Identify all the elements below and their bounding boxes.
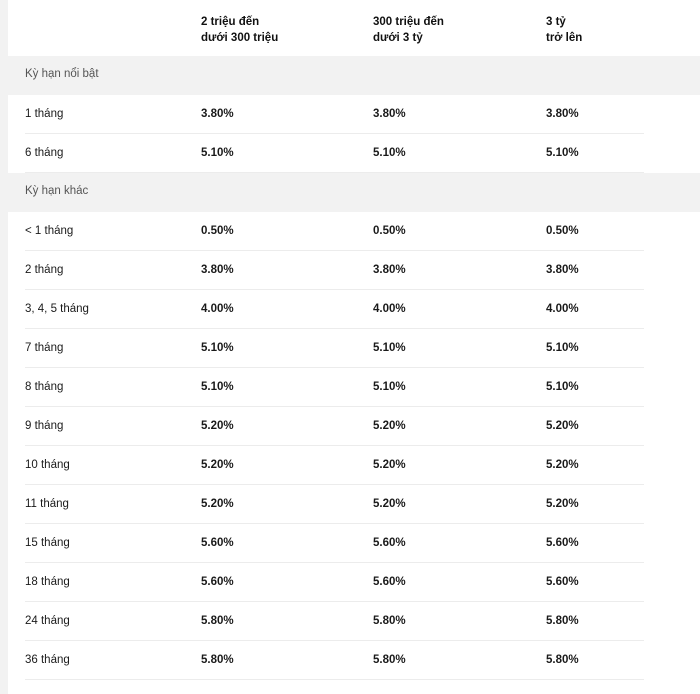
rate-cell-2m-300m: 3.80% [201, 264, 234, 276]
rate-cell-2m-300m: 5.60% [201, 576, 234, 588]
table-row [8, 251, 700, 290]
rate-cell-3b-plus: 0.50% [546, 225, 579, 237]
table-header [8, 0, 700, 56]
rate-cell-2m-300m: 5.10% [201, 342, 234, 354]
rate-cell-300m-3b: 5.10% [373, 381, 406, 393]
table-row [8, 563, 700, 602]
rate-cell-3b-plus: 5.80% [546, 654, 579, 666]
rate-cell-2m-300m: 5.60% [201, 537, 234, 549]
rate-cell-2m-300m: 5.80% [201, 615, 234, 627]
term-cell: 11 tháng [25, 498, 69, 510]
term-cell: 9 tháng [25, 420, 64, 432]
rate-cell-3b-plus: 5.80% [546, 615, 579, 627]
rate-cell-300m-3b: 0.50% [373, 225, 406, 237]
rate-cell-300m-3b: 5.20% [373, 498, 406, 510]
term-cell: 1 tháng [25, 108, 64, 120]
rate-cell-300m-3b: 5.60% [373, 576, 406, 588]
term-cell: < 1 tháng [25, 225, 74, 237]
rate-cell-300m-3b: 5.20% [373, 420, 406, 432]
table-row [8, 446, 700, 485]
term-cell: 36 tháng [25, 654, 70, 666]
header-col-300m-3b-line-2: dưới 3 tỷ [373, 32, 423, 44]
rate-cell-2m-300m: 5.80% [201, 654, 234, 666]
header-col-300m-3b-line-1: 300 triệu đến [373, 16, 444, 28]
table-row [8, 641, 700, 680]
rate-cell-2m-300m: 5.20% [201, 498, 234, 510]
rate-cell-300m-3b: 5.80% [373, 654, 406, 666]
table-row [8, 212, 700, 251]
section-header [8, 56, 700, 95]
term-cell: 10 tháng [25, 459, 70, 471]
rate-cell-300m-3b: 5.20% [373, 459, 406, 471]
rate-cell-2m-300m: 5.20% [201, 459, 234, 471]
rate-cell-300m-3b: 3.80% [373, 264, 406, 276]
rate-cell-2m-300m: 5.10% [201, 147, 234, 159]
term-cell: 3, 4, 5 tháng [25, 303, 89, 315]
term-cell: 18 tháng [25, 576, 70, 588]
rate-cell-3b-plus: 5.60% [546, 537, 579, 549]
rate-cell-2m-300m: 5.20% [201, 420, 234, 432]
rate-cell-3b-plus: 3.80% [546, 264, 579, 276]
term-cell: 7 tháng [25, 342, 64, 354]
term-cell: 2 tháng [25, 264, 64, 276]
rate-cell-3b-plus: 5.20% [546, 459, 579, 471]
header-col-2m-300m-line-2: dưới 300 triệu [201, 32, 279, 44]
rate-cell-3b-plus: 3.80% [546, 108, 579, 120]
term-cell: 8 tháng [25, 381, 64, 393]
rate-cell-2m-300m: 3.80% [201, 108, 234, 120]
rate-cell-3b-plus: 5.20% [546, 420, 579, 432]
table-row [8, 134, 700, 173]
table-row [8, 524, 700, 563]
table-row [8, 602, 700, 641]
section-header [8, 173, 700, 212]
interest-rate-table [8, 0, 700, 694]
header-col-3b-plus-line-1: 3 tỷ [546, 16, 566, 28]
header-col-3b-plus [546, 14, 582, 46]
rate-cell-300m-3b: 3.80% [373, 108, 406, 120]
rate-cell-300m-3b: 5.60% [373, 537, 406, 549]
rate-cell-3b-plus: 5.10% [546, 342, 579, 354]
header-col-2m-300m-line-1: 2 triệu đến [201, 16, 260, 28]
rate-cell-2m-300m: 4.00% [201, 303, 234, 315]
rate-cell-300m-3b: 5.80% [373, 615, 406, 627]
section-title: Kỳ hạn khác [25, 185, 89, 197]
rate-cell-300m-3b: 5.10% [373, 342, 406, 354]
table-row [8, 485, 700, 524]
rate-cell-3b-plus: 4.00% [546, 303, 579, 315]
table-row [8, 407, 700, 446]
rate-cell-2m-300m: 5.10% [201, 381, 234, 393]
table-row [8, 368, 700, 407]
header-col-2m-300m [201, 14, 278, 46]
header-col-3b-plus-line-2: trở lên [546, 32, 583, 44]
header-col-300m-3b [373, 14, 444, 46]
rate-cell-3b-plus: 5.60% [546, 576, 579, 588]
rate-cell-300m-3b: 4.00% [373, 303, 406, 315]
term-cell: 6 tháng [25, 147, 64, 159]
table-row [8, 329, 700, 368]
rate-cell-3b-plus: 5.10% [546, 381, 579, 393]
table-row [8, 95, 700, 134]
rate-cell-2m-300m: 0.50% [201, 225, 234, 237]
table-row [8, 290, 700, 329]
rate-cell-3b-plus: 5.10% [546, 147, 579, 159]
rate-cell-300m-3b: 5.10% [373, 147, 406, 159]
rate-cell-3b-plus: 5.20% [546, 498, 579, 510]
table-body [8, 56, 700, 680]
term-cell: 24 tháng [25, 615, 70, 627]
section-title: Kỳ hạn nổi bật [25, 68, 99, 80]
term-cell: 15 tháng [25, 537, 70, 549]
